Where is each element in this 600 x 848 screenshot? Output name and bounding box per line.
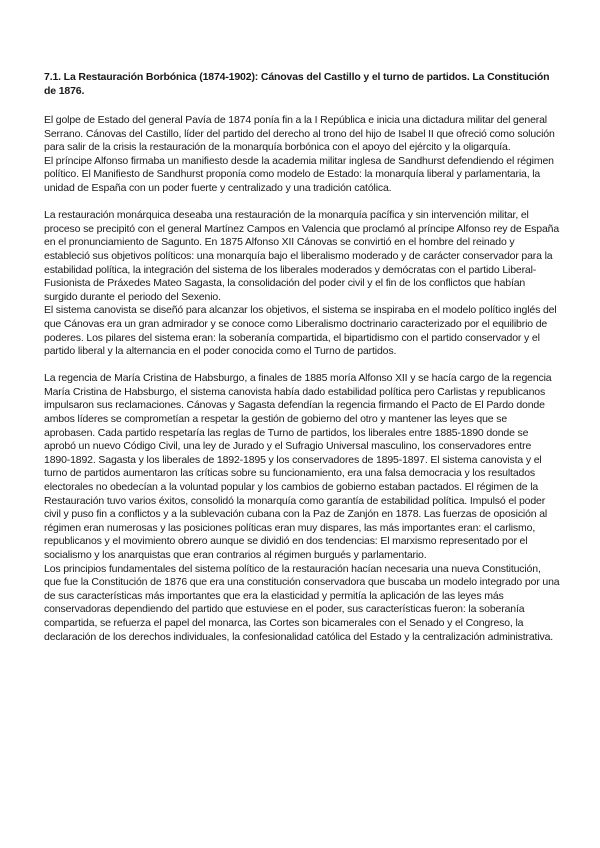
paragraph-sistema-canovista: El sistema canovista se diseñó para alcanzar los objetivos, el sistema se inspiraba en el modelo político inglés del que Cánovas era un gran admirador y se conoce como Liberalismo doctrinario caracterizado por el equilibrio de poderes. Los pilares del sistema eran: la soberanía compartida, el bipartidismo con el partido conservador y el partido liberal y la alternancia en el poder conocida como el Turno de partidos.	[44, 304, 557, 358]
paragraph-restauracion-monarquica: La restauración monárquica deseaba una restauración de la monarquía pacífica y sin intervención militar, el proceso se precipitó con el general Martínez Campos en Valencia que proclamó al príncipe Alfonso rey de España en el pronunciamiento de Sagunto. En 1875 Alfonso XII Cánovas se convirtió en el hombre del reinado y estableció sus objetivos políticos: una monarquía bajo el liberalismo moderado y de carácter conservador para la estabilidad política, la integración del sistema de los liberales moderados y demócratas con el partido Liberal-Fusionista de Práxedes Mateo Sagasta, la consolidación del poder civil y el fin de los conflictos que habían surgido durante el periodo del Sexenio.	[44, 209, 560, 303]
paragraph-golpe-pavia: El golpe de Estado del general Pavía de 1874 ponía fin a la I República e inicia una dictadura militar del general Serrano. Cánovas del Castillo, líder del partido del derecho al trono del hijo de Isabel II que ofreció como solución para salir de la crisis la restauración de la monarquía borbónica con el apoyo del ejército y la oligarquía.	[44, 114, 555, 154]
paragraph-constitucion-1876: Los principios fundamentales del sistema político de la restauración hacían necesaria una nueva Constitución, que fue la Constitución de 1876 que era una constitución conservadora que buscaba un modelo integrado por una de sus características más importantes que era la elasticidad y permitía la aplicación de las leyes más conservadoras dependiendo del partido que estuviese en el poder, sus características fueron: la soberanía compartida, se refuerza el papel del monarca, las Cortes son bicamerales con el Senado y el Congreso, la declaración de los derechos individuales, la confesionalidad católica del Estado y la centralización administrativa.	[44, 562, 560, 643]
document-title: 7.1. La Restauración Borbónica (1874-1902): Cánovas del Castillo y el turno de partidos. La Constitución de 1876.	[44, 71, 550, 97]
document-page	[44, 70, 560, 644]
paragraph-spacer	[44, 359, 560, 373]
paragraph-manifiesto-sandhurst: El príncipe Alfonso firmaba un manifiesto desde la academia militar inglesa de Sandhurst defendiendo el régimen político. El Manifiesto de Sandhurst proponía como modelo de Estado: la monarquía liberal y parlamentaria, la unidad de España con un poder fuerte y centralizado y una tradición católica.	[44, 154, 554, 194]
paragraph-spacer	[44, 196, 560, 210]
paragraph-regencia-maria-cristina: La regencia de María Cristina de Habsburgo, a finales de 1885 moría Alfonso XII y se hacía cargo de la regencia María Cristina de Habsburgo, el sistema canovista había dado estabilidad política pero Carlistas y republicanos impulsaron sus reclamaciones. Cánovas y Sagasta defendían la regencia firmando el Pacto de El Pardo donde ambos líderes se comprometían a respetar la gestión de gobierno del otro y mantener las leyes que se aprobasen. Cada partido respetaría las reglas de Turno de partidos, los liberales entre 1885-1890 donde se aprobó un nuevo Código Civil, una ley de Jurado y el Sufragio Universal masculino, los conservadores entre 1890-1892. Sagasta y los liberales de 1892-1895 y los conservadores de 1895-1897. El sistema canovista y el turno de partidos aumentaron las críticas sobre su funcionamiento, era una falsa democracia y los resultados electorales no obedecían a la voluntad popular y los cambios de gobierno estaban pactados. El régimen de la Restauración tuvo varios éxitos, consolidó la monarquía como garantía de estabilidad política. Impulsó el poder civil y puso fin a conflictos y a la sublevación cubana con la Paz de Zanjón en 1878. Las fuerzas de oposición al régimen eran numerosas y las posiciones políticas eran muy dispares, las más importantes eran: el carlismo, republicanos y el movimiento obrero aunque se dividió en dos tendencias: El marxismo representado por el socialismo y los anarquistas que eran contrarios al régimen burgués y parlamentario.	[44, 372, 552, 561]
